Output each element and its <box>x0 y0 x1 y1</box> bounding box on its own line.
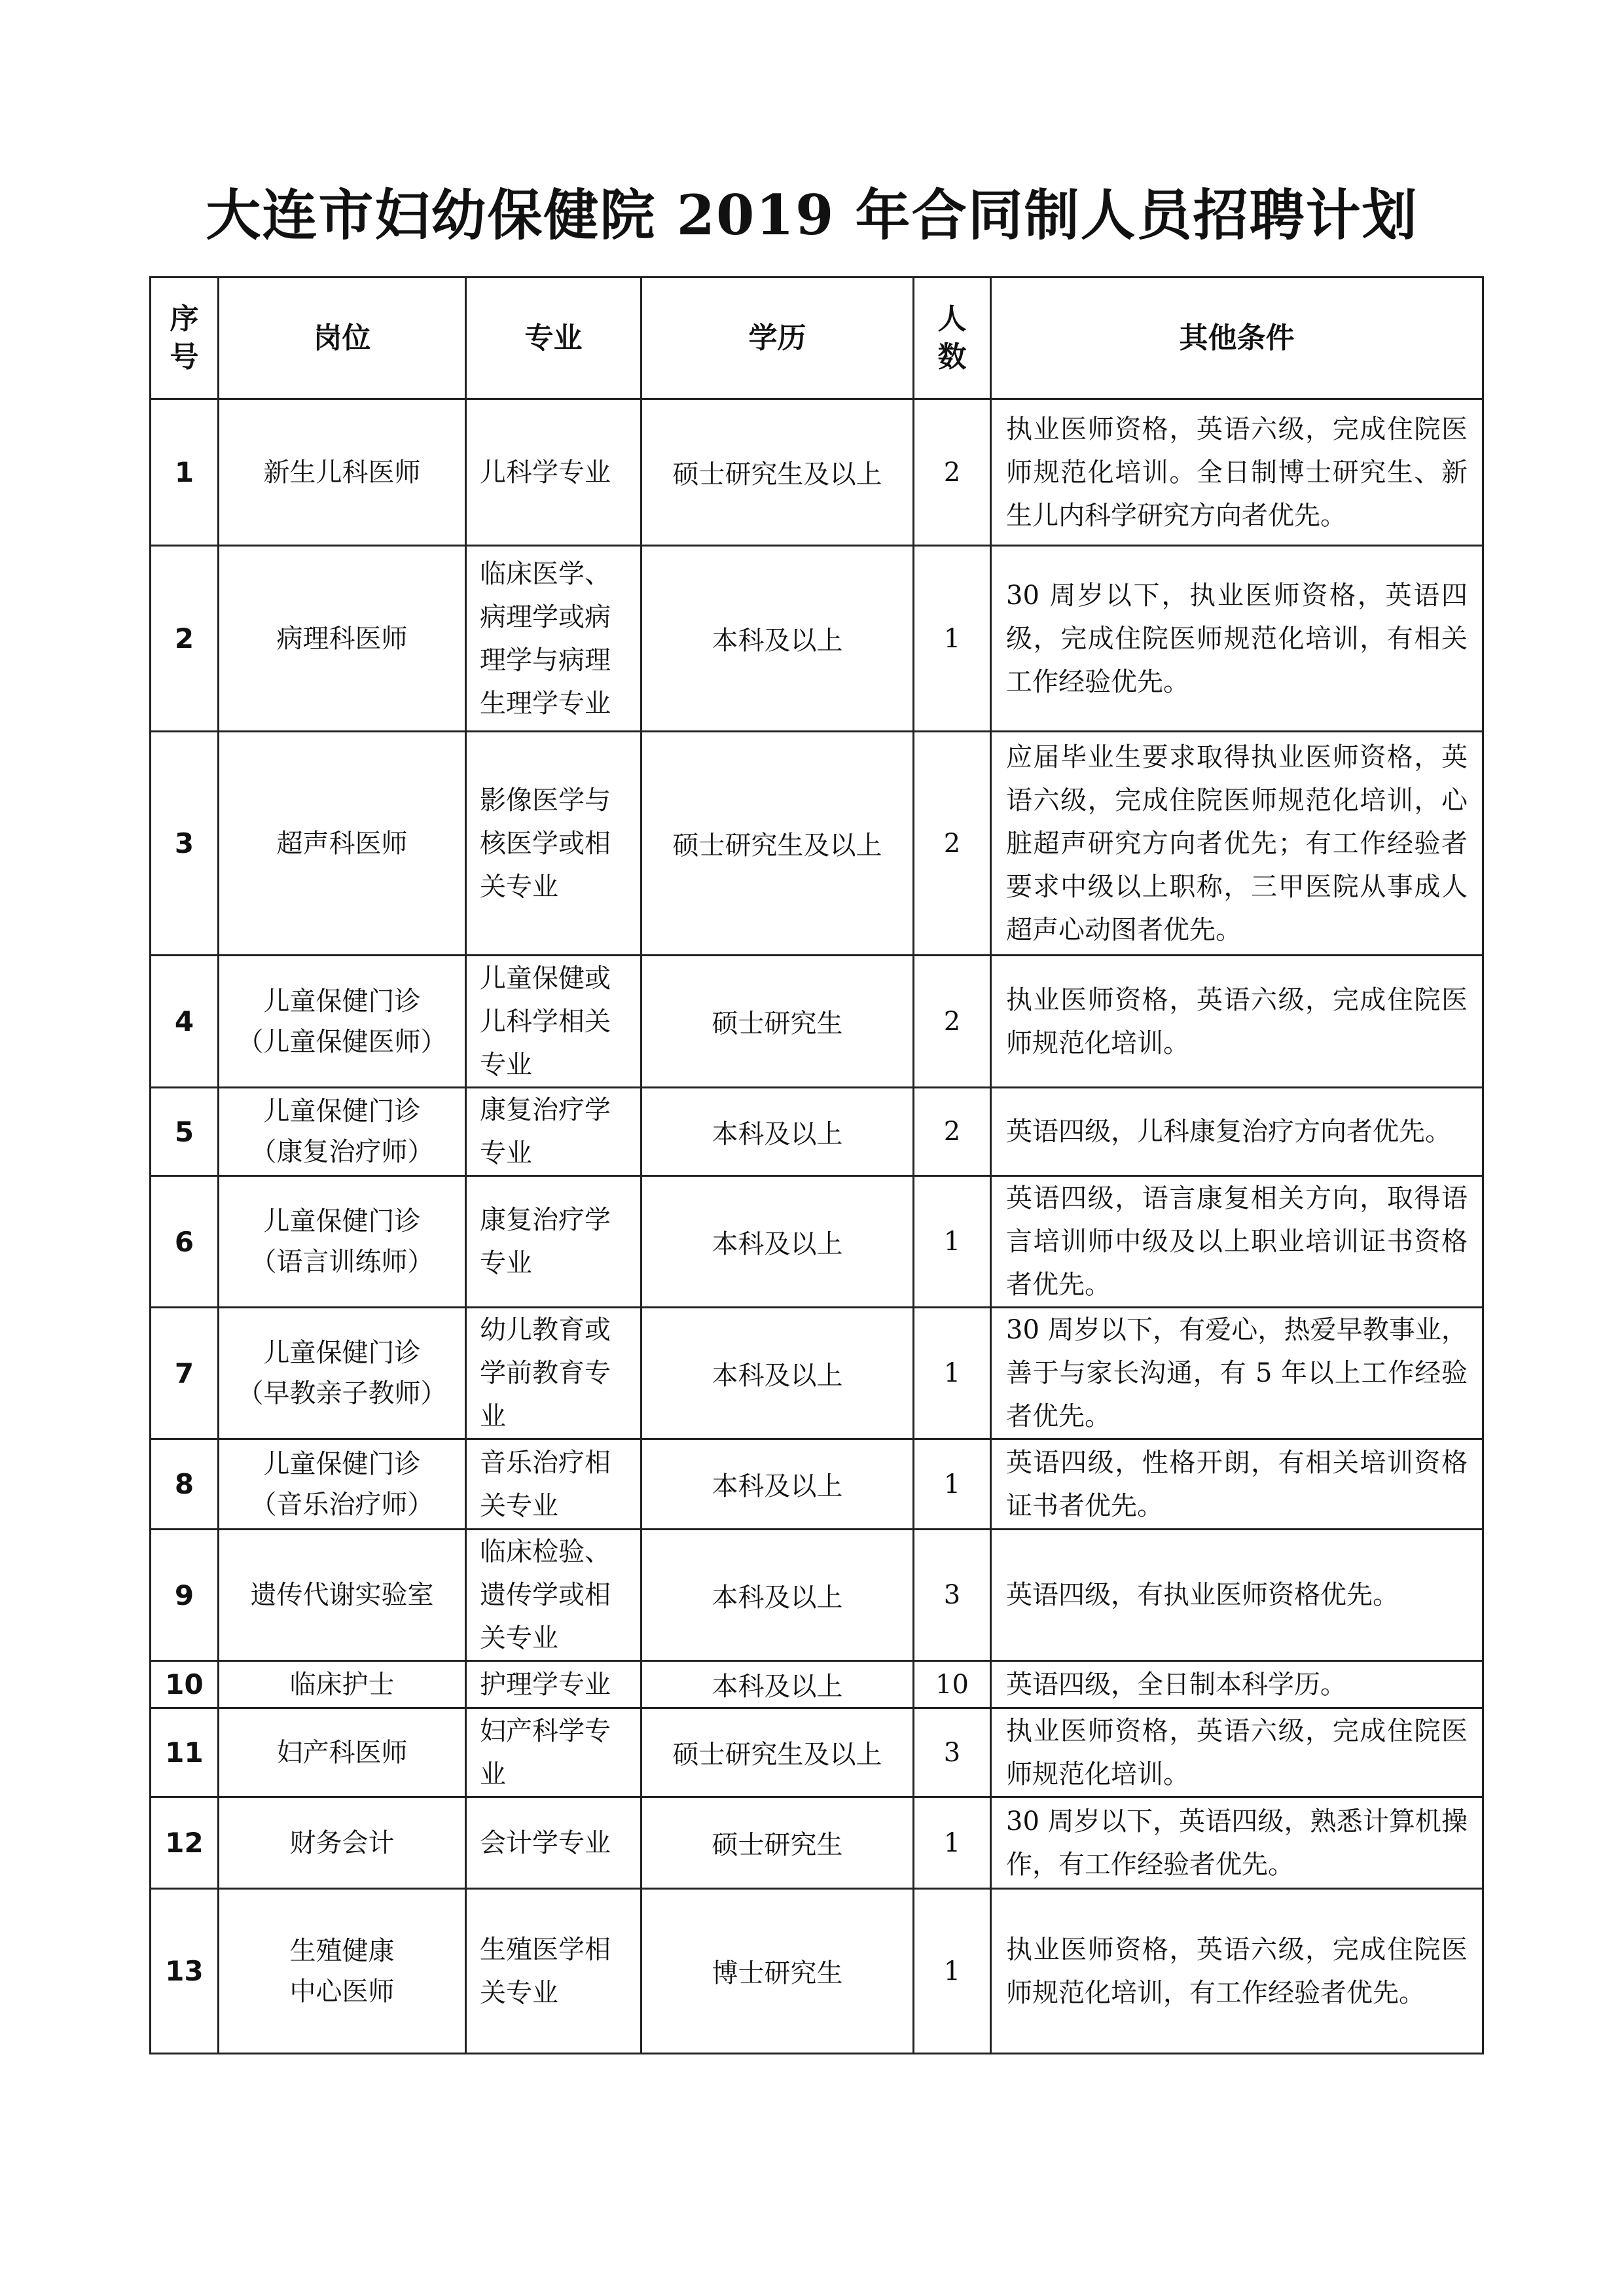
cell-count: 2 <box>914 732 991 956</box>
recruitment-table <box>149 276 1484 2054</box>
cell-education: 本科及以上 <box>641 1088 914 1176</box>
cell-position: 儿童保健门诊 （儿童保健医师） <box>219 956 466 1088</box>
cell-major: 儿童保健或儿科学相关专业 <box>466 956 641 1088</box>
cell-education: 本科及以上 <box>641 1308 914 1439</box>
table-row <box>151 732 1483 956</box>
cell-other: 执业医师资格，英语六级，完成住院医师规范化培训。全日制博士研究生、新生儿内科学研究方向者优先。 <box>991 399 1483 546</box>
header-position: 岗位 <box>219 278 466 399</box>
cell-other: 执业医师资格，英语六级，完成住院医师规范化培训。 <box>991 1708 1483 1797</box>
cell-count: 3 <box>914 1708 991 1797</box>
table-row <box>151 1308 1483 1439</box>
header-major: 专业 <box>466 278 641 399</box>
cell-major: 临床医学、病理学或病理学与病理生理学专业 <box>466 546 641 732</box>
cell-count: 3 <box>914 1530 991 1661</box>
cell-major: 康复治疗学专业 <box>466 1176 641 1308</box>
table-row <box>151 956 1483 1088</box>
cell-other: 30 周岁以下，英语四级，熟悉计算机操作，有工作经验者优先。 <box>991 1797 1483 1889</box>
cell-position: 生殖健康 中心医师 <box>219 1889 466 2054</box>
header-other: 其他条件 <box>991 278 1483 399</box>
cell-major: 幼儿教育或学前教育专业 <box>466 1308 641 1439</box>
cell-position: 病理科医师 <box>219 546 466 732</box>
cell-major: 生殖医学相关专业 <box>466 1889 641 2054</box>
cell-count: 2 <box>914 399 991 546</box>
cell-no: 11 <box>151 1708 219 1797</box>
cell-no: 9 <box>151 1530 219 1661</box>
cell-no: 1 <box>151 399 219 546</box>
cell-major: 会计学专业 <box>466 1797 641 1889</box>
cell-position: 儿童保健门诊 （早教亲子教师） <box>219 1308 466 1439</box>
cell-other: 30 周岁以下，执业医师资格，英语四级，完成住院医师规范化培训，有相关工作经验优先。 <box>991 546 1483 732</box>
table-row <box>151 1661 1483 1708</box>
table-row <box>151 1708 1483 1797</box>
cell-no: 3 <box>151 732 219 956</box>
cell-education: 硕士研究生 <box>641 956 914 1088</box>
cell-other: 英语四级，性格开朗，有相关培训资格证书者优先。 <box>991 1439 1483 1530</box>
cell-education: 硕士研究生及以上 <box>641 732 914 956</box>
cell-other: 英语四级，儿科康复治疗方向者优先。 <box>991 1088 1483 1176</box>
cell-count: 2 <box>914 1088 991 1176</box>
cell-position: 妇产科医师 <box>219 1708 466 1797</box>
cell-major: 儿科学专业 <box>466 399 641 546</box>
cell-count: 10 <box>914 1661 991 1708</box>
table-row <box>151 1176 1483 1308</box>
cell-other: 英语四级，语言康复相关方向，取得语言培训师中级及以上职业培训证书资格者优先。 <box>991 1176 1483 1308</box>
cell-no: 6 <box>151 1176 219 1308</box>
cell-position: 儿童保健门诊 （康复治疗师） <box>219 1088 466 1176</box>
cell-count: 1 <box>914 546 991 732</box>
table-row <box>151 546 1483 732</box>
document-title: 大连市妇幼保健院 2019 年合同制人员招聘计划 <box>206 183 1418 247</box>
table-row <box>151 1530 1483 1661</box>
cell-no: 10 <box>151 1661 219 1708</box>
cell-count: 1 <box>914 1308 991 1439</box>
cell-count: 2 <box>914 956 991 1088</box>
cell-other: 英语四级，有执业医师资格优先。 <box>991 1530 1483 1661</box>
cell-position: 临床护士 <box>219 1661 466 1708</box>
cell-no: 13 <box>151 1889 219 2054</box>
header-no: 序 号 <box>151 278 219 399</box>
cell-count: 1 <box>914 1176 991 1308</box>
cell-education: 硕士研究生 <box>641 1797 914 1889</box>
cell-no: 7 <box>151 1308 219 1439</box>
cell-education: 硕士研究生及以上 <box>641 1708 914 1797</box>
cell-education: 博士研究生 <box>641 1889 914 2054</box>
cell-education: 本科及以上 <box>641 1530 914 1661</box>
cell-count: 1 <box>914 1797 991 1889</box>
cell-other: 执业医师资格，英语六级，完成住院医师规范化培训，有工作经验者优先。 <box>991 1889 1483 2054</box>
cell-major: 康复治疗学专业 <box>466 1088 641 1176</box>
table-row <box>151 1439 1483 1530</box>
cell-other: 30 周岁以下，有爱心，热爱早教事业，善于与家长沟通，有 5 年以上工作经验者优先。 <box>991 1308 1483 1439</box>
cell-major: 音乐治疗相关专业 <box>466 1439 641 1530</box>
cell-major: 护理学专业 <box>466 1661 641 1708</box>
table-row <box>151 1088 1483 1176</box>
cell-education: 本科及以上 <box>641 546 914 732</box>
table-row <box>151 1889 1483 2054</box>
cell-position: 遗传代谢实验室 <box>219 1530 466 1661</box>
cell-education: 本科及以上 <box>641 1176 914 1308</box>
cell-position: 儿童保健门诊 （音乐治疗师） <box>219 1439 466 1530</box>
cell-position: 新生儿科医师 <box>219 399 466 546</box>
cell-education: 本科及以上 <box>641 1661 914 1708</box>
table-row <box>151 1797 1483 1889</box>
cell-major: 影像医学与核医学或相关专业 <box>466 732 641 956</box>
cell-major: 临床检验、遗传学或相关专业 <box>466 1530 641 1661</box>
cell-major: 妇产科学专业 <box>466 1708 641 1797</box>
cell-education: 本科及以上 <box>641 1439 914 1530</box>
cell-other: 执业医师资格，英语六级，完成住院医师规范化培训。 <box>991 956 1483 1088</box>
header-count: 人 数 <box>914 278 991 399</box>
cell-no: 5 <box>151 1088 219 1176</box>
cell-no: 8 <box>151 1439 219 1530</box>
table-header-row <box>151 278 1483 399</box>
cell-count: 1 <box>914 1439 991 1530</box>
cell-other: 英语四级，全日制本科学历。 <box>991 1661 1483 1708</box>
cell-other: 应届毕业生要求取得执业医师资格，英语六级，完成住院医师规范化培训，心脏超声研究方向者优先；有工作经验者要求中级以上职称，三甲医院从事成人超声心动图者优先。 <box>991 732 1483 956</box>
cell-no: 12 <box>151 1797 219 1889</box>
cell-position: 超声科医师 <box>219 732 466 956</box>
cell-position: 儿童保健门诊 （语言训练师） <box>219 1176 466 1308</box>
table-row <box>151 399 1483 546</box>
cell-count: 1 <box>914 1889 991 2054</box>
header-education: 学历 <box>641 278 914 399</box>
cell-no: 4 <box>151 956 219 1088</box>
cell-no: 2 <box>151 546 219 732</box>
cell-education: 硕士研究生及以上 <box>641 399 914 546</box>
cell-position: 财务会计 <box>219 1797 466 1889</box>
